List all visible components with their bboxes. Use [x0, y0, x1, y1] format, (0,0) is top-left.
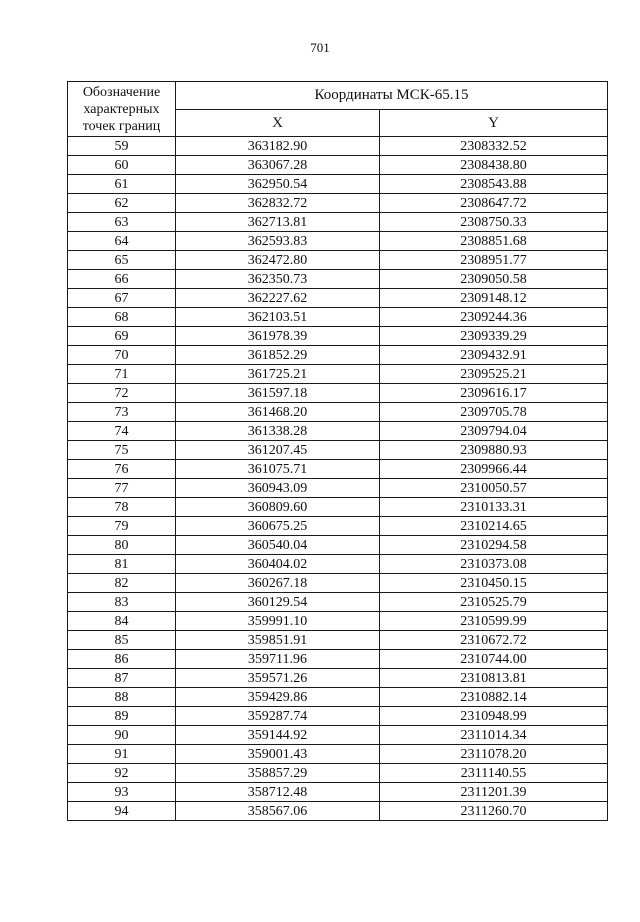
point-number-cell: 81	[68, 555, 176, 574]
y-coordinate-cell: 2309525.21	[380, 365, 608, 384]
x-coordinate-cell: 359851.91	[176, 631, 380, 650]
table-row	[68, 194, 608, 213]
table-row	[68, 137, 608, 156]
y-coordinate-cell: 2310214.65	[380, 517, 608, 536]
y-coordinate-cell: 2310525.79	[380, 593, 608, 612]
point-number-cell: 61	[68, 175, 176, 194]
point-number-cell: 76	[68, 460, 176, 479]
point-number-cell: 71	[68, 365, 176, 384]
x-coordinate-cell: 360540.04	[176, 536, 380, 555]
y-coordinate-cell: 2309966.44	[380, 460, 608, 479]
x-coordinate-cell: 362350.73	[176, 270, 380, 289]
y-coordinate-cell: 2310599.99	[380, 612, 608, 631]
table-row	[68, 384, 608, 403]
table-row	[68, 612, 608, 631]
x-coordinate-cell: 362472.80	[176, 251, 380, 270]
table-row	[68, 346, 608, 365]
table-row	[68, 745, 608, 764]
x-coordinate-cell: 361207.45	[176, 441, 380, 460]
header-y: Y	[380, 110, 608, 137]
table-row	[68, 631, 608, 650]
table-row	[68, 441, 608, 460]
table-row	[68, 270, 608, 289]
point-number-cell: 75	[68, 441, 176, 460]
table-row	[68, 498, 608, 517]
page-number: 701	[310, 40, 330, 55]
point-number-cell: 68	[68, 308, 176, 327]
y-coordinate-cell: 2310050.57	[380, 479, 608, 498]
header-coordinate-system: Координаты МСК-65.15	[176, 82, 608, 110]
x-coordinate-cell: 360267.18	[176, 574, 380, 593]
x-coordinate-cell: 363182.90	[176, 137, 380, 156]
y-coordinate-cell: 2310373.08	[380, 555, 608, 574]
y-coordinate-cell: 2309880.93	[380, 441, 608, 460]
x-coordinate-cell: 362593.83	[176, 232, 380, 251]
point-number-cell: 70	[68, 346, 176, 365]
point-number-cell: 80	[68, 536, 176, 555]
y-coordinate-cell: 2309050.58	[380, 270, 608, 289]
y-coordinate-cell: 2309794.04	[380, 422, 608, 441]
x-coordinate-cell: 360943.09	[176, 479, 380, 498]
header-x: X	[176, 110, 380, 137]
x-coordinate-cell: 362227.62	[176, 289, 380, 308]
table-row	[68, 403, 608, 422]
y-coordinate-cell: 2309148.12	[380, 289, 608, 308]
table-row	[68, 289, 608, 308]
x-coordinate-cell: 361978.39	[176, 327, 380, 346]
point-number-cell: 82	[68, 574, 176, 593]
point-number-cell: 59	[68, 137, 176, 156]
point-number-cell: 86	[68, 650, 176, 669]
table-row	[68, 156, 608, 175]
table-row	[68, 365, 608, 384]
point-number-cell: 90	[68, 726, 176, 745]
coordinates-table	[67, 81, 608, 821]
x-coordinate-cell: 359144.92	[176, 726, 380, 745]
table-row	[68, 517, 608, 536]
x-coordinate-cell: 358712.48	[176, 783, 380, 802]
x-coordinate-cell: 362713.81	[176, 213, 380, 232]
table-row	[68, 479, 608, 498]
y-coordinate-cell: 2308647.72	[380, 194, 608, 213]
y-coordinate-cell: 2308951.77	[380, 251, 608, 270]
point-number-cell: 93	[68, 783, 176, 802]
table-row	[68, 783, 608, 802]
point-number-cell: 91	[68, 745, 176, 764]
table-row	[68, 593, 608, 612]
x-coordinate-cell: 360809.60	[176, 498, 380, 517]
y-coordinate-cell: 2310813.81	[380, 669, 608, 688]
table-row	[68, 669, 608, 688]
table-row	[68, 251, 608, 270]
x-coordinate-cell: 360675.25	[176, 517, 380, 536]
table-row	[68, 688, 608, 707]
point-number-cell: 87	[68, 669, 176, 688]
y-coordinate-cell: 2310744.00	[380, 650, 608, 669]
y-coordinate-cell: 2310672.72	[380, 631, 608, 650]
table-row	[68, 327, 608, 346]
y-coordinate-cell: 2308332.52	[380, 137, 608, 156]
y-coordinate-cell: 2308750.33	[380, 213, 608, 232]
y-coordinate-cell: 2311201.39	[380, 783, 608, 802]
y-coordinate-cell: 2308438.80	[380, 156, 608, 175]
point-number-cell: 77	[68, 479, 176, 498]
y-coordinate-cell: 2309244.36	[380, 308, 608, 327]
y-coordinate-cell: 2310882.14	[380, 688, 608, 707]
point-number-cell: 94	[68, 802, 176, 821]
point-number-cell: 79	[68, 517, 176, 536]
x-coordinate-cell: 361075.71	[176, 460, 380, 479]
table-row	[68, 650, 608, 669]
x-coordinate-cell: 359711.96	[176, 650, 380, 669]
table-row	[68, 555, 608, 574]
x-coordinate-cell: 363067.28	[176, 156, 380, 175]
header-point-designation: Обозначение характерных точек границ	[68, 82, 176, 137]
point-number-cell: 69	[68, 327, 176, 346]
y-coordinate-cell: 2309705.78	[380, 403, 608, 422]
point-number-cell: 64	[68, 232, 176, 251]
point-number-cell: 63	[68, 213, 176, 232]
x-coordinate-cell: 361338.28	[176, 422, 380, 441]
y-coordinate-cell: 2310450.15	[380, 574, 608, 593]
x-coordinate-cell: 361597.18	[176, 384, 380, 403]
y-coordinate-cell: 2311014.34	[380, 726, 608, 745]
table-row	[68, 802, 608, 821]
x-coordinate-cell: 359991.10	[176, 612, 380, 631]
x-coordinate-cell: 359287.74	[176, 707, 380, 726]
x-coordinate-cell: 359001.43	[176, 745, 380, 764]
table-row	[68, 726, 608, 745]
point-number-cell: 65	[68, 251, 176, 270]
point-number-cell: 89	[68, 707, 176, 726]
table-row	[68, 422, 608, 441]
point-number-cell: 92	[68, 764, 176, 783]
y-coordinate-cell: 2311140.55	[380, 764, 608, 783]
point-number-cell: 67	[68, 289, 176, 308]
x-coordinate-cell: 359429.86	[176, 688, 380, 707]
point-number-cell: 74	[68, 422, 176, 441]
x-coordinate-cell: 361725.21	[176, 365, 380, 384]
x-coordinate-cell: 358567.06	[176, 802, 380, 821]
table-row	[68, 175, 608, 194]
point-number-cell: 72	[68, 384, 176, 403]
x-coordinate-cell: 359571.26	[176, 669, 380, 688]
x-coordinate-cell: 362832.72	[176, 194, 380, 213]
y-coordinate-cell: 2308851.68	[380, 232, 608, 251]
point-number-cell: 85	[68, 631, 176, 650]
y-coordinate-cell: 2311260.70	[380, 802, 608, 821]
point-number-cell: 60	[68, 156, 176, 175]
point-number-cell: 78	[68, 498, 176, 517]
table-header	[68, 82, 608, 137]
x-coordinate-cell: 362103.51	[176, 308, 380, 327]
y-coordinate-cell: 2309339.29	[380, 327, 608, 346]
x-coordinate-cell: 362950.54	[176, 175, 380, 194]
y-coordinate-cell: 2308543.88	[380, 175, 608, 194]
point-number-cell: 88	[68, 688, 176, 707]
x-coordinate-cell: 361852.29	[176, 346, 380, 365]
x-coordinate-cell: 360404.02	[176, 555, 380, 574]
table-row	[68, 764, 608, 783]
table-row	[68, 460, 608, 479]
y-coordinate-cell: 2310948.99	[380, 707, 608, 726]
table-row	[68, 707, 608, 726]
table-row	[68, 536, 608, 555]
point-number-cell: 62	[68, 194, 176, 213]
table-row	[68, 213, 608, 232]
point-number-cell: 66	[68, 270, 176, 289]
point-number-cell: 83	[68, 593, 176, 612]
table-row	[68, 574, 608, 593]
point-number-cell: 73	[68, 403, 176, 422]
table-body	[68, 137, 608, 821]
table-row	[68, 232, 608, 251]
y-coordinate-cell: 2310133.31	[380, 498, 608, 517]
y-coordinate-cell: 2309432.91	[380, 346, 608, 365]
table-row	[68, 308, 608, 327]
y-coordinate-cell: 2310294.58	[380, 536, 608, 555]
y-coordinate-cell: 2309616.17	[380, 384, 608, 403]
x-coordinate-cell: 361468.20	[176, 403, 380, 422]
x-coordinate-cell: 360129.54	[176, 593, 380, 612]
point-number-cell: 84	[68, 612, 176, 631]
x-coordinate-cell: 358857.29	[176, 764, 380, 783]
y-coordinate-cell: 2311078.20	[380, 745, 608, 764]
